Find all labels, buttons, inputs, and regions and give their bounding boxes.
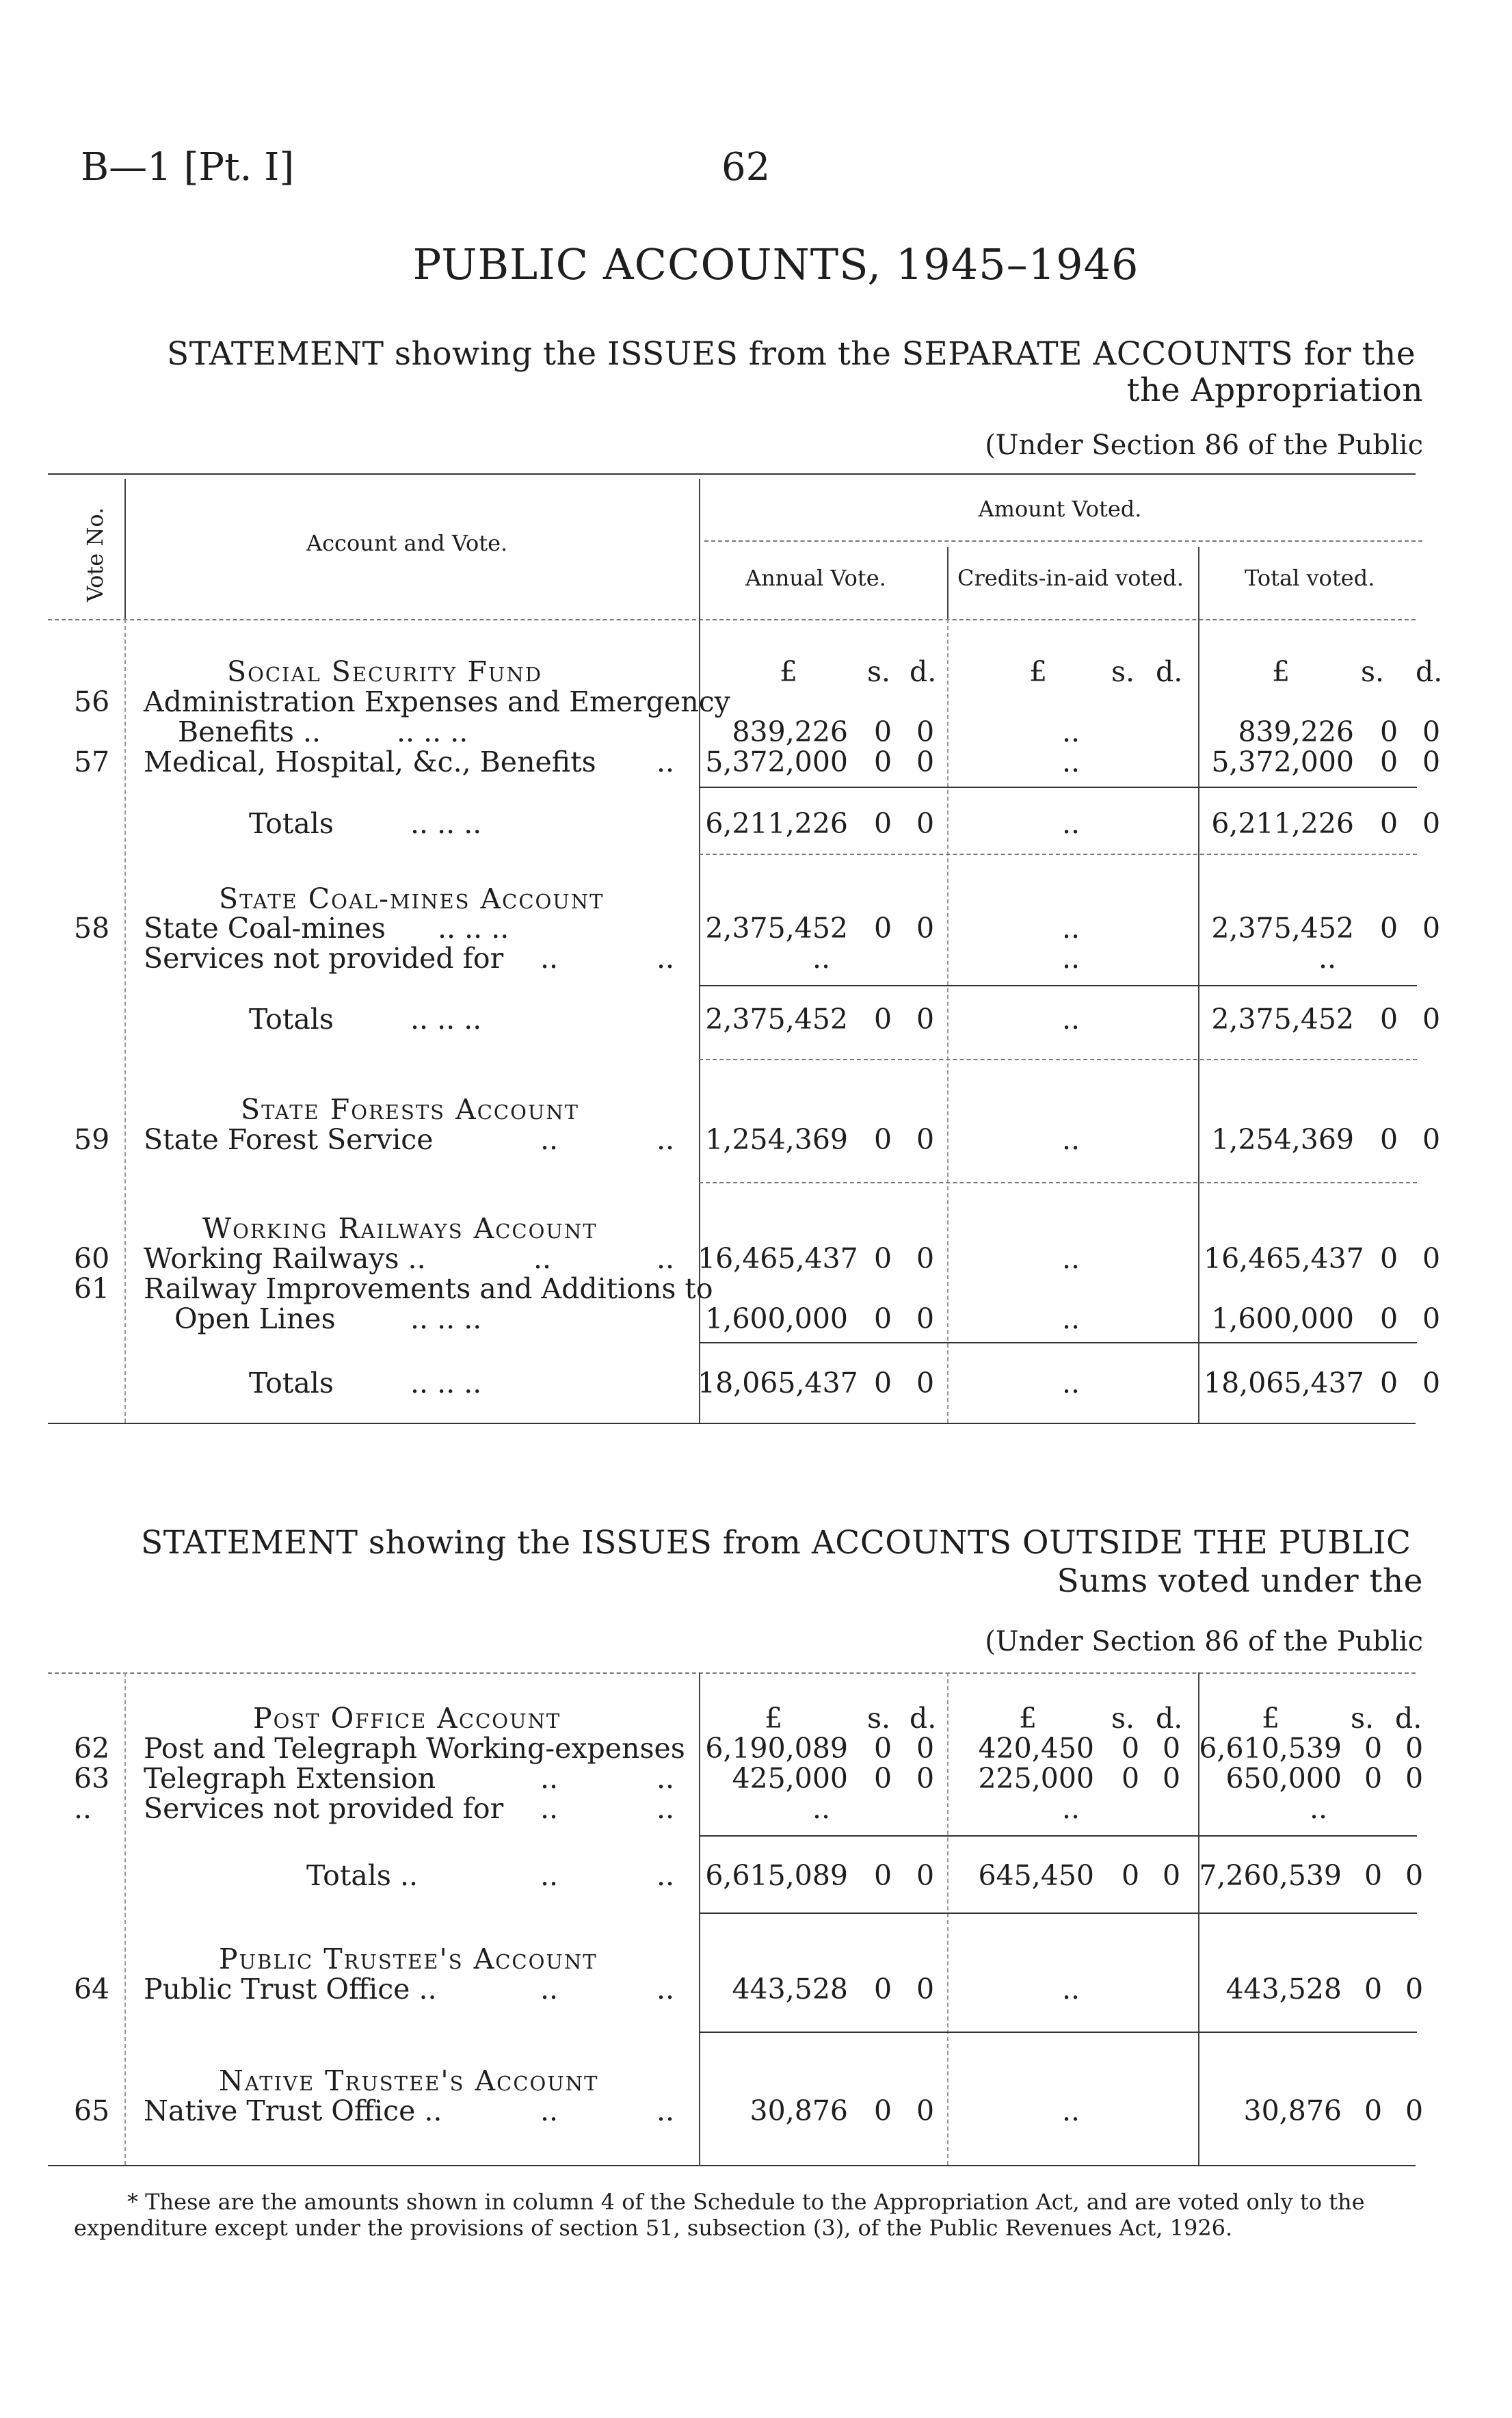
- currency-d: d.: [1156, 655, 1183, 688]
- annual-amount: 443,528: [732, 1973, 848, 2006]
- totals-annual-s: 0: [874, 1367, 892, 1399]
- section-bottom-rule: [699, 1059, 1417, 1060]
- total-amount: ..: [1310, 1792, 1328, 1825]
- total-amount: 650,000: [1225, 1762, 1342, 1795]
- leader-dots: ..: [540, 1973, 559, 2006]
- vote-name: Administration Expenses and Emergency: [144, 685, 730, 718]
- total-amount: 1,254,369: [1211, 1123, 1354, 1156]
- currency-pound: £: [1272, 655, 1290, 688]
- statement2-title: STATEMENT showing the ISSUES from ACCOUNTS OUTSIDE THE PUBLIC: [141, 1524, 1411, 1562]
- credits-d: 0: [1163, 1762, 1181, 1795]
- total-d: 0: [1422, 1302, 1441, 1335]
- leader-dots: ..: [656, 1792, 675, 1825]
- total-d: 0: [1405, 1762, 1424, 1795]
- credits-amount: ..: [1062, 715, 1080, 748]
- col-rule-account: [699, 479, 700, 619]
- header-vote-no: Vote No.: [82, 507, 108, 602]
- statement1-title: STATEMENT showing the ISSUES from the SEPARATE ACCOUNTS for the: [167, 335, 1416, 373]
- total-amount: 6,610,539: [1199, 1732, 1342, 1765]
- header-amount-voted: Amount Voted.: [978, 496, 1142, 522]
- section-bottom-rule: [699, 854, 1417, 855]
- vote-name: Railway Improvements and Additions to: [144, 1272, 713, 1305]
- currency-s: s.: [867, 1702, 891, 1735]
- page-title: PUBLIC ACCOUNTS, 1945–1946: [412, 239, 1139, 289]
- total-amount: 16,465,437: [1204, 1242, 1364, 1275]
- section-heading: Post Office Account: [253, 1702, 561, 1735]
- header-total-voted: Total voted.: [1245, 565, 1375, 591]
- total-d: 0: [1405, 2094, 1424, 2127]
- section-bottom-rule: [699, 2032, 1417, 2033]
- section-heading: Social Security Fund: [227, 655, 542, 688]
- header-account-vote: Account and Vote.: [306, 530, 508, 556]
- vote-number: 64: [74, 1973, 110, 2006]
- totals-total: 2,375,452: [1211, 1003, 1354, 1036]
- statement1-note: (Under Section 86 of the Public: [985, 430, 1423, 461]
- vote-name: Working Railways ..: [144, 1242, 426, 1275]
- body-rule-vote: [124, 619, 126, 1423]
- vote-name-cont: Benefits ..: [178, 715, 321, 748]
- section-bottom-rule: [699, 1182, 1417, 1183]
- leader-dots: ..: [656, 2094, 675, 2127]
- vote-name: Telegraph Extension: [144, 1762, 436, 1795]
- vote-number: 59: [74, 1123, 110, 1156]
- totals-total-s: 0: [1380, 807, 1398, 840]
- annual-amount: 16,465,437: [698, 1242, 858, 1275]
- leader-dots: .. .. ..: [410, 807, 482, 840]
- currency-d: d.: [910, 655, 937, 688]
- currency-d: d.: [1416, 655, 1443, 688]
- vote-number: 61: [74, 1272, 110, 1305]
- vote-name-cont: Open Lines: [174, 1302, 336, 1335]
- statement2-title-cont: Sums voted under the: [1057, 1562, 1423, 1600]
- annual-d: 0: [916, 1123, 935, 1156]
- totals-label: Totals ..: [306, 1859, 419, 1892]
- credits-amount: ..: [1062, 1302, 1080, 1335]
- credits-amount: ..: [1062, 1242, 1080, 1275]
- total-s: 0: [1364, 1732, 1383, 1765]
- leader-dots: ..: [656, 1762, 675, 1795]
- total-d: 0: [1422, 1242, 1441, 1275]
- totals-annual-d: 0: [916, 807, 935, 840]
- total-amount: 1,600,000: [1211, 1302, 1354, 1335]
- currency-pound: £: [765, 1702, 783, 1735]
- credits-d: 0: [1163, 1732, 1181, 1765]
- section-heading: State Coal-mines Account: [219, 882, 605, 915]
- leader-dots: ..: [540, 942, 559, 975]
- total-d: 0: [1422, 1123, 1441, 1156]
- header-annual-vote: Annual Vote.: [745, 565, 886, 591]
- header-divider: [704, 540, 1422, 542]
- vote-name: Post and Telegraph Working-expenses: [144, 1732, 685, 1765]
- annual-s: 0: [874, 1762, 892, 1795]
- leader-dots: ..: [540, 1859, 559, 1892]
- credits-amount: ..: [1062, 1973, 1080, 2006]
- leader-dots: .. .. ..: [397, 715, 468, 748]
- annual-amount: ..: [812, 1792, 831, 1825]
- leader-dots: ..: [540, 1792, 559, 1825]
- total-amount: 2,375,452: [1211, 912, 1354, 945]
- total-d: 0: [1422, 715, 1441, 748]
- total-d: 0: [1405, 1973, 1424, 2006]
- annual-s: 0: [874, 1732, 892, 1765]
- vote-name: Public Trust Office ..: [144, 1973, 437, 2006]
- totals-total: 18,065,437: [1204, 1367, 1364, 1399]
- totals-annual-d: 0: [916, 1859, 935, 1892]
- currency-s: s.: [1351, 1702, 1375, 1735]
- totals-total-d: 0: [1422, 1367, 1441, 1399]
- totals-annual: 2,375,452: [705, 1003, 848, 1036]
- vote-number: 56: [74, 685, 110, 718]
- total-s: 0: [1364, 1762, 1383, 1795]
- table1-bottom-rule: [48, 1423, 1416, 1424]
- totals-annual-s: 0: [874, 1859, 892, 1892]
- annual-s: 0: [874, 746, 892, 778]
- totals-total-s: 0: [1380, 1003, 1398, 1036]
- footnote-line1: * These are the amounts shown in column 4 of the Schedule to the Appropriation Act, and are voted only to the: [127, 2189, 1365, 2215]
- annual-s: 0: [874, 1242, 892, 1275]
- vote-name: State Forest Service: [144, 1123, 434, 1156]
- annual-s: 0: [874, 2094, 892, 2127]
- totals-credits-d: 0: [1163, 1859, 1181, 1892]
- currency-d: d.: [910, 1702, 937, 1735]
- totals-annual-d: 0: [916, 1367, 935, 1399]
- currency-d: d.: [1156, 1702, 1183, 1735]
- totals-credits: ..: [1062, 1003, 1080, 1036]
- totals-total-d: 0: [1422, 1003, 1441, 1036]
- total-amount: ..: [1318, 942, 1337, 975]
- totals-annual-s: 0: [874, 807, 892, 840]
- vote-number: ..: [74, 1792, 92, 1825]
- total-d: 0: [1422, 746, 1441, 778]
- total-s: 0: [1380, 1123, 1398, 1156]
- annual-d: 0: [916, 1973, 935, 2006]
- vote-number: 57: [74, 746, 110, 778]
- totals-total: 7,260,539: [1199, 1859, 1342, 1892]
- totals-label: Totals: [249, 1367, 334, 1399]
- total-d: 0: [1405, 1732, 1424, 1765]
- credits-amount: ..: [1062, 912, 1080, 945]
- credits-amount: 420,450: [978, 1732, 1094, 1765]
- col-rule-vote: [124, 479, 126, 619]
- table2-top-rule: [48, 1672, 1416, 1674]
- footnote-line2: expenditure except under the provisions of section 51, subsection (3), of the Public Revenues Act, 1926.: [74, 2215, 1233, 2241]
- vote-number: 60: [74, 1242, 110, 1275]
- annual-amount: 1,600,000: [705, 1302, 848, 1335]
- annual-amount: ..: [812, 942, 831, 975]
- credits-amount: ..: [1062, 2094, 1080, 2127]
- credits-s: 0: [1122, 1732, 1140, 1765]
- annual-amount: 5,372,000: [705, 746, 848, 778]
- section-heading: Public Trustee's Account: [219, 1943, 598, 1975]
- currency-pound: £: [1019, 1702, 1037, 1735]
- credits-amount: ..: [1062, 942, 1080, 975]
- annual-d: 0: [916, 1242, 935, 1275]
- statement1-title-cont: the Appropriation: [1126, 371, 1423, 409]
- annual-s: 0: [874, 912, 892, 945]
- leader-dots: ..: [533, 1242, 552, 1275]
- annual-d: 0: [916, 715, 935, 748]
- header-credits-in-aid: Credits-in-aid voted.: [957, 565, 1184, 591]
- currency-s: s.: [1361, 655, 1385, 688]
- annual-amount: 425,000: [732, 1762, 848, 1795]
- vote-name: Services not provided for: [144, 942, 504, 975]
- table1-top-rule: [48, 473, 1416, 475]
- section-heading: State Forests Account: [241, 1093, 580, 1126]
- total-amount: 30,876: [1243, 2094, 1342, 2127]
- subtotal-rule: [699, 787, 1417, 788]
- totals-total-s: 0: [1364, 1859, 1383, 1892]
- currency-d: d.: [1395, 1702, 1422, 1735]
- annual-amount: 30,876: [750, 2094, 848, 2127]
- leader-dots: ..: [656, 942, 675, 975]
- vote-number: 58: [74, 912, 110, 945]
- col-rule-credits: [1198, 547, 1199, 619]
- subtotal-rule: [699, 985, 1417, 986]
- leader-dots: .. .. ..: [410, 1367, 482, 1399]
- col-rule-annual: [947, 547, 949, 619]
- totals-label: Totals: [249, 807, 334, 840]
- total-s: 0: [1380, 912, 1398, 945]
- currency-s: s.: [1111, 1702, 1135, 1735]
- annual-amount: 2,375,452: [705, 912, 848, 945]
- annual-d: 0: [916, 912, 935, 945]
- total-amount: 443,528: [1225, 1973, 1342, 2006]
- body-rule-vote: [124, 1672, 126, 2165]
- total-s: 0: [1364, 1973, 1383, 2006]
- annual-amount: 839,226: [732, 715, 848, 748]
- totals-total-d: 0: [1422, 807, 1441, 840]
- body-rule-annual: [947, 619, 949, 1423]
- credits-s: 0: [1122, 1762, 1140, 1795]
- vote-name: Native Trust Office ..: [144, 2094, 442, 2127]
- totals-credits: ..: [1062, 1367, 1080, 1399]
- currency-s: s.: [867, 655, 891, 688]
- vote-name: Medical, Hospital, &c., Benefits: [144, 746, 596, 778]
- page-number: 62: [721, 145, 771, 189]
- leader-dots: ..: [656, 1242, 675, 1275]
- annual-amount: 6,190,089: [705, 1732, 848, 1765]
- total-amount: 839,226: [1238, 715, 1354, 748]
- currency-pound: £: [780, 655, 798, 688]
- annual-s: 0: [874, 1302, 892, 1335]
- section-heading: Native Trustee's Account: [219, 2064, 599, 2097]
- leader-dots: ..: [656, 746, 675, 778]
- leader-dots: ..: [540, 1762, 559, 1795]
- total-s: 0: [1380, 1242, 1398, 1275]
- vote-name: Services not provided for: [144, 1792, 504, 1825]
- total-s: 0: [1380, 715, 1398, 748]
- section-heading: Working Railways Account: [202, 1212, 598, 1245]
- total-d: 0: [1422, 912, 1441, 945]
- annual-s: 0: [874, 1973, 892, 2006]
- annual-d: 0: [916, 746, 935, 778]
- vote-name: State Coal-mines: [144, 912, 386, 945]
- section-bottom-rule: [699, 1913, 1417, 1914]
- totals-annual-d: 0: [916, 1003, 935, 1036]
- totals-annual: 6,211,226: [705, 807, 848, 840]
- body-rule-annual: [947, 1672, 949, 2165]
- annual-s: 0: [874, 1123, 892, 1156]
- totals-annual: 18,065,437: [698, 1367, 858, 1399]
- annual-d: 0: [916, 2094, 935, 2127]
- totals-credits: ..: [1062, 807, 1080, 840]
- annual-d: 0: [916, 1762, 935, 1795]
- body-rule-credits: [1198, 619, 1199, 1423]
- annual-amount: 1,254,369: [705, 1123, 848, 1156]
- leader-dots: .. .. ..: [410, 1302, 482, 1335]
- leader-dots: ..: [540, 2094, 559, 2127]
- totals-total-s: 0: [1380, 1367, 1398, 1399]
- totals-annual: 6,615,089: [705, 1859, 848, 1892]
- totals-annual-s: 0: [874, 1003, 892, 1036]
- leader-dots: ..: [656, 1859, 675, 1892]
- document-reference: B—1 [Pt. I]: [81, 145, 295, 189]
- leader-dots: ..: [540, 1123, 559, 1156]
- credits-amount: ..: [1062, 746, 1080, 778]
- leader-dots: .. .. ..: [410, 1003, 482, 1036]
- total-amount: 5,372,000: [1211, 746, 1354, 778]
- totals-total: 6,211,226: [1211, 807, 1354, 840]
- total-s: 0: [1380, 746, 1398, 778]
- total-s: 0: [1364, 2094, 1383, 2127]
- totals-label: Totals: [249, 1003, 334, 1036]
- table2-bottom-rule: [48, 2165, 1416, 2166]
- leader-dots: ..: [656, 1123, 675, 1156]
- subtotal-rule: [699, 1342, 1417, 1343]
- annual-s: 0: [874, 715, 892, 748]
- vote-number: 63: [74, 1762, 110, 1795]
- credits-amount: ..: [1062, 1792, 1080, 1825]
- leader-dots: .. .. ..: [438, 912, 509, 945]
- totals-credits: 645,450: [978, 1859, 1094, 1892]
- currency-pound: £: [1029, 655, 1048, 688]
- leader-dots: ..: [656, 1973, 675, 2006]
- total-s: 0: [1380, 1302, 1398, 1335]
- currency-pound: £: [1262, 1702, 1280, 1735]
- header-bottom-rule: [48, 619, 1416, 620]
- credits-amount: 225,000: [978, 1762, 1094, 1795]
- vote-number: 65: [74, 2094, 110, 2127]
- subtotal-rule: [699, 1835, 1417, 1837]
- annual-d: 0: [916, 1302, 935, 1335]
- statement2-note: (Under Section 86 of the Public: [985, 1626, 1423, 1657]
- vote-number: 62: [74, 1732, 110, 1765]
- annual-d: 0: [916, 1732, 935, 1765]
- totals-total-d: 0: [1405, 1859, 1424, 1892]
- totals-credits-s: 0: [1122, 1859, 1140, 1892]
- currency-s: s.: [1111, 655, 1135, 688]
- credits-amount: ..: [1062, 1123, 1080, 1156]
